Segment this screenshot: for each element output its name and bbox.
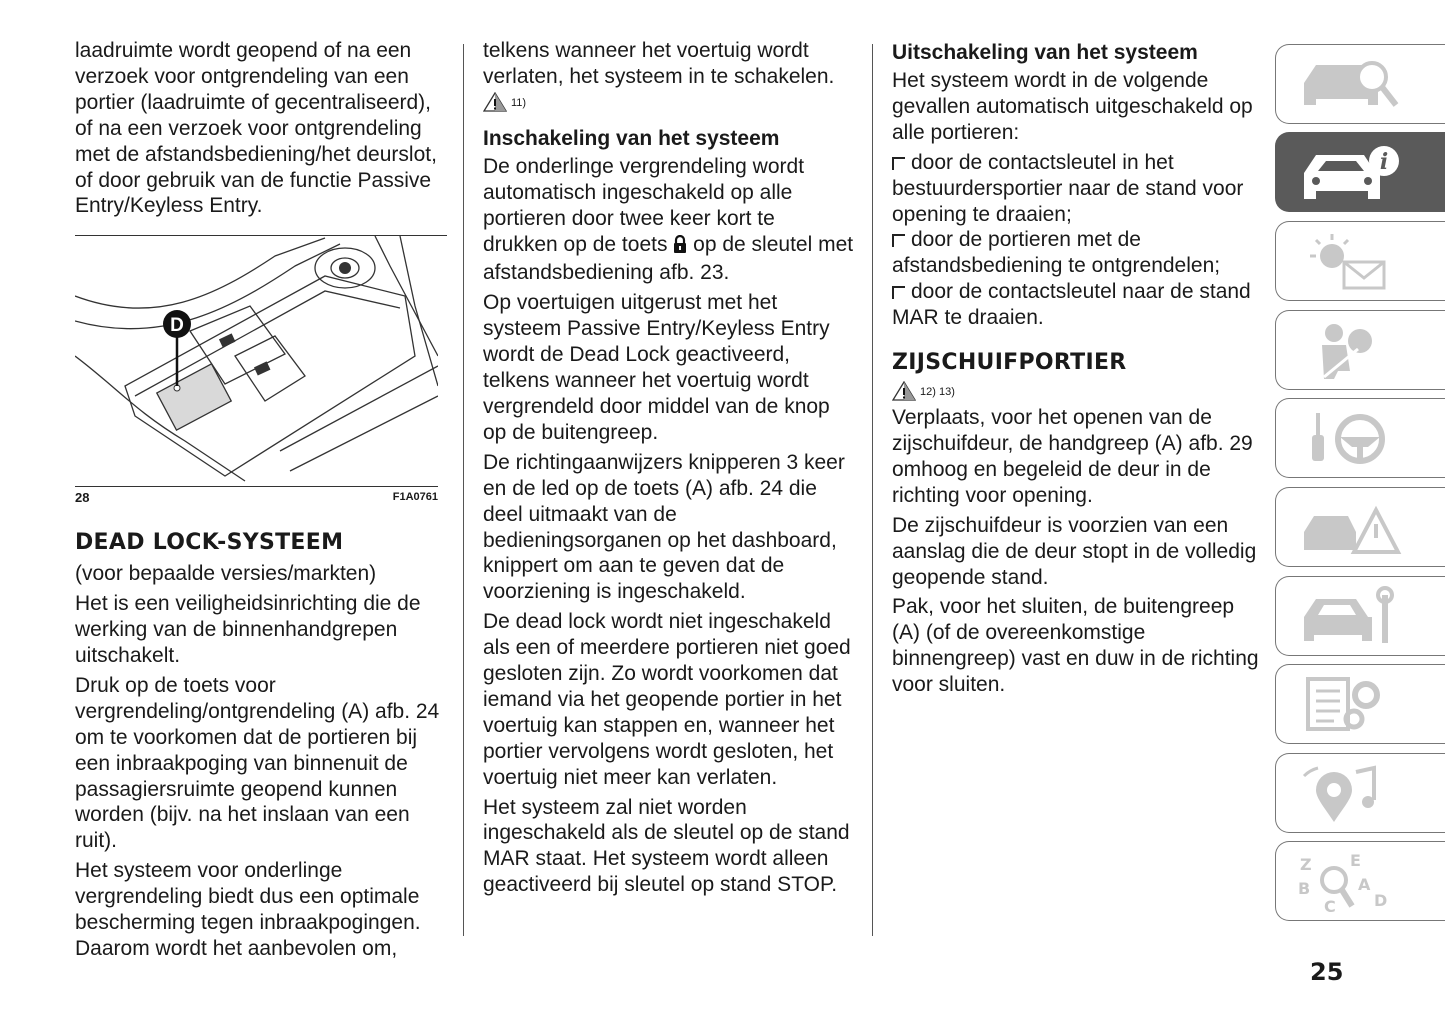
paragraph: Op voertuigen uitgerust met het systeem Passive Entry/Keyless Entry wordt de Dead Lock geactiveerd, telkens wanneer het voertuig wordt vergrendeld door middel van de knop op de buitengreep. (483, 291, 830, 444)
specs-gears-icon (1294, 673, 1404, 737)
bullet-square-icon (892, 157, 905, 170)
page-number: 25 (1310, 958, 1344, 986)
tab-multimedia[interactable] (1275, 753, 1445, 833)
figure-code: F1A0761 (392, 491, 438, 504)
tab-emergency[interactable] (1275, 487, 1445, 567)
section-title-sliding-door: ZIJSCHUIFPORTIER (892, 350, 1127, 376)
index-letter: Z (1300, 855, 1312, 874)
tab-car-info[interactable] (1275, 132, 1445, 212)
tab-starting-driving[interactable] (1275, 398, 1445, 478)
index-letter: B (1298, 879, 1311, 898)
warning-lights-message-icon (1294, 230, 1404, 294)
tab-warning-lights[interactable] (1275, 221, 1445, 301)
figure-door-panel (75, 235, 447, 486)
index-letter: A (1358, 875, 1371, 894)
multimedia-icon (1294, 762, 1404, 826)
door-switch-illustration (75, 236, 438, 486)
paragraph: Pak, voor het sluiten, de buitengreep (A) (of de overeenkomstige binnengreep) vast en duw in de richting voor sluiten. (892, 595, 1259, 697)
warning-reference (892, 381, 1264, 401)
bullet-square-icon (892, 234, 905, 247)
paragraph-text: De onderlinge vergrendeling wordt automatisch ingeschakeld op alle portieren door twee keer kort te drukken op de toets (483, 154, 805, 256)
airbag-seat-icon (1294, 319, 1404, 383)
bullet-square-icon (892, 286, 905, 299)
paragraph: De richtingaanwijzers knipperen 3 keer en de led op de toets (A) afb. 24 die deel uitmaakt van de bedieningsorganen op het dashboard, knippert om aan te geven dat de voorziening is ingeschakeld. (483, 450, 845, 604)
paragraph: Het systeem wordt in de volgende gevallen automatisch uitgeschakeld op alle portieren: (892, 69, 1253, 144)
paragraph: (voor bepaalde versies/markten) (75, 562, 377, 586)
car-search-icon (1294, 53, 1404, 117)
warning-ref-number: 12) 13) (920, 386, 955, 399)
subsection-title-deactivation: Uitschakeling van het systeem (892, 41, 1198, 64)
column-1 (75, 38, 447, 966)
section-title-dead-lock: DEAD LOCK-SYSTEEM (75, 530, 344, 556)
column-2 (483, 38, 855, 902)
warning-ref-number: 11) (511, 96, 527, 109)
paragraph: Verplaats, voor het openen van de zijschuifdeur, de handgreep (A) afb. 29 omhoog en begeleid de deur in de richting voor opening. (892, 406, 1253, 507)
bullet-item (892, 227, 1264, 279)
tab-car-search[interactable] (1275, 44, 1445, 124)
index-letter: D (1374, 891, 1388, 910)
paragraph: telkens wanneer het voertuig wordt verlaten, het systeem in te schakelen. (483, 39, 835, 88)
paragraph: De dead lock wordt niet ingeschakeld als een of meerdere portieren niet goed gesloten zijn. Zo wordt voorkomen dat iemand via het geopende portier in het voertuig kan stappen en, wanneer het portier vervolgens wordt gesloten, het voertuig niet meer kan verlaten. (483, 610, 851, 789)
index-letter: E (1350, 851, 1361, 870)
subsection-title-activation: Inschakeling van het systeem (483, 126, 780, 150)
figure-number: 28 (75, 490, 90, 506)
column-divider (463, 44, 464, 936)
car-emergency-icon (1294, 496, 1404, 560)
tab-safety[interactable] (1275, 310, 1445, 390)
paragraph: Het systeem voor onderlinge vergrendeling biedt dus een optimale bescherming tegen inbraakpogingen. Daarom wordt het aanbevolen om, (75, 859, 421, 960)
figure-caption (75, 485, 438, 511)
intro-paragraph: laadruimte wordt geopend of na een verzoek voor ontgrendeling van een portier (laadruimte of gecentraliseerd), of na een verzoek voor ontgrendeling met de afstandsbediening/het deurslot, of door gebruik van de functie Passive Entry/Keyless Entry. (75, 39, 437, 218)
tab-maintenance[interactable] (1275, 576, 1445, 656)
warning-reference (483, 92, 855, 112)
tab-index[interactable] (1275, 841, 1445, 921)
bullet-text: door de portieren met de afstandsbediening te ontgrendelen; (892, 228, 1221, 278)
lock-icon (673, 235, 687, 261)
bullet-text: door de contactsleutel naar de stand MAR te draaien. (892, 280, 1251, 330)
paragraph: Het systeem zal niet worden ingeschakeld als de sleutel op de stand MAR staat. Het systeem wordt alleen geactiveerd bij sleutel op stand STOP. (483, 795, 850, 897)
car-maintenance-icon (1294, 585, 1404, 649)
paragraph (483, 154, 855, 287)
paragraph: Druk op de toets voor vergrendeling/ontgrendeling (A) afb. 24 om te voorkomen dat de portieren bij een inbraakpoging van binnenuit de passagiersruimte geopend kunnen worden (bijv. na het inslaan van een ruit). (75, 673, 440, 853)
tab-technical-data[interactable] (1275, 664, 1445, 744)
warning-triangle-icon (483, 92, 507, 112)
warning-triangle-icon (892, 381, 916, 401)
bullet-text: door de contactsleutel in het bestuurdersportier naar de stand voor opening te draaien; (892, 150, 1244, 226)
callout-d-label: D (170, 315, 184, 337)
key-steering-wheel-icon (1294, 407, 1404, 471)
paragraph: De zijschuifdeur is voorzien van een aanslag die de deur stopt in de volledig geopende stand. (892, 513, 1257, 589)
paragraph-text: op de sleutel met afstandsbediening afb. 23. (483, 232, 854, 285)
column-3 (892, 38, 1264, 702)
bullet-item (892, 279, 1264, 331)
bullet-item (892, 150, 1264, 228)
svg-text:i: i (1379, 149, 1389, 175)
alphabetical-index-icon (1294, 850, 1404, 914)
car-info-icon (1294, 141, 1404, 205)
column-divider (872, 44, 873, 936)
index-letter: C (1324, 897, 1336, 914)
paragraph: Het is een veiligheidsinrichting die de werking van de binnenhandgrepen uitschakelt. (75, 592, 421, 667)
